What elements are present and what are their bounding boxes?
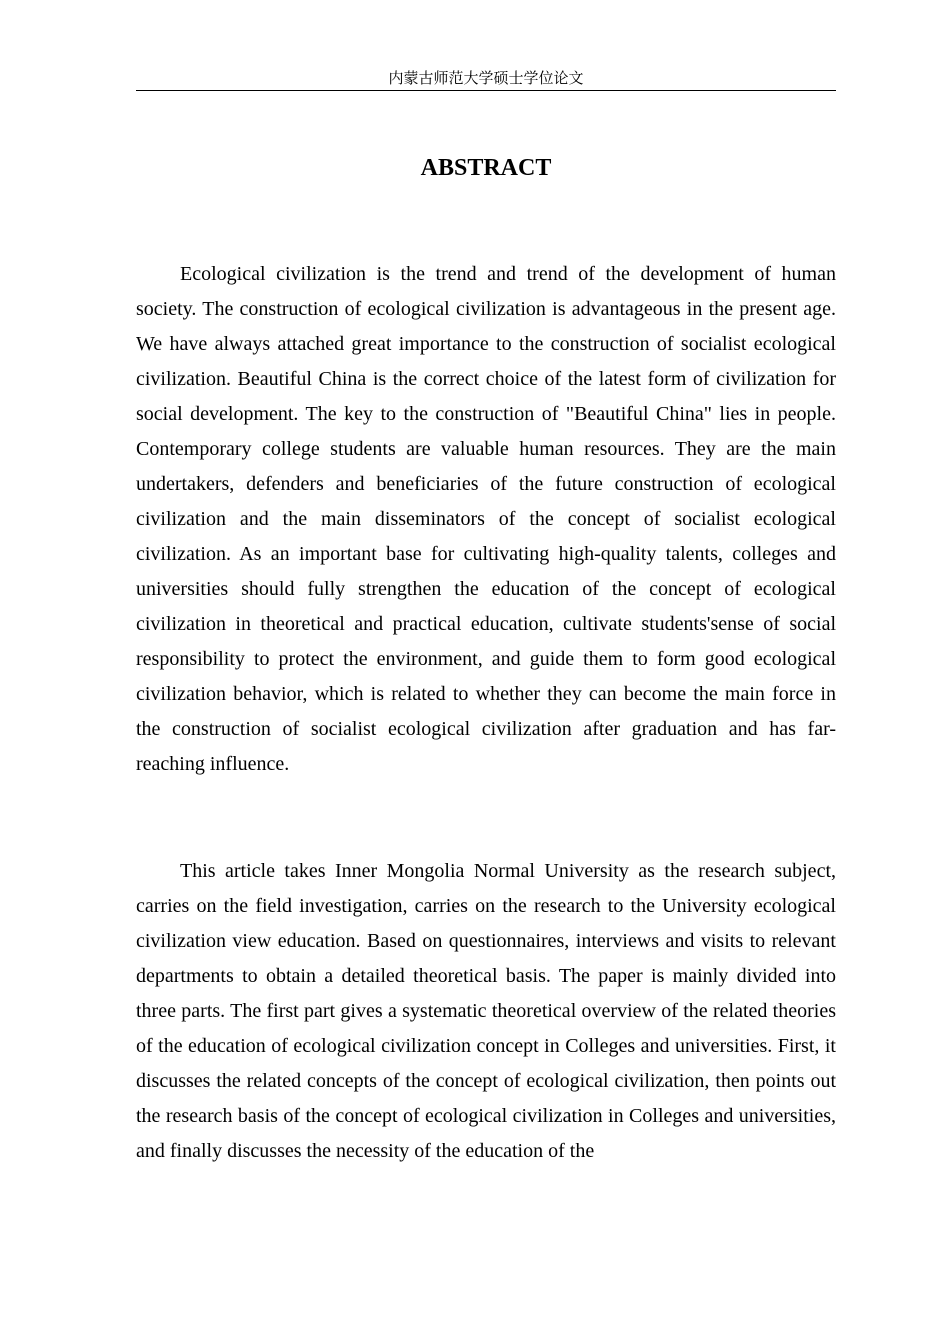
running-header: 内蒙古师范大学硕士学位论文 [136,68,836,91]
abstract-paragraph-1: Ecological civilization is the trend and trend of the development of human society. The construction of ecological civilization is advantageous in the present age. We have always attached great importance to the construction of socialist ecological civilization. Beautiful China is the correct choice of the latest form of civilization for social development. The key to the construction of "Beautiful China" lies in people. Contemporary college students are valuable human resources. They are the main undertakers, defenders and beneficiaries of the future construction of ecological civilization and the main disseminators of the concept of socialist ecological civilization. As an important base for cultivating high-quality talents, colleges and universities should fully strengthen the education of the concept of ecological civilization in theoretical and practical education, cultivate students'sense of social responsibility to protect the environment, and guide them to form good ecological civilization behavior, which is related to whether they can become the main force in the construction of socialist ecological civilization after graduation and has far-reaching influence. [136,263,836,775]
abstract-paragraph-2: This article takes Inner Mongolia Normal University as the research subject, carries on the field investigation, carries on the research to the University ecological civilization view education. Based on questionnaires, interviews and visits to relevant departments to obtain a detailed theoretical basis. The paper is mainly divided into three parts. The first part gives a systematic theoretical overview of the related theories of the education of ecological civilization concept in Colleges and universities. First, it discusses the related concepts of the concept of ecological civilization, then points out the research basis of the concept of ecological civilization in Colleges and universities, and finally discusses the necessity of the education of the [136,860,836,1162]
abstract-title: ABSTRACT [420,155,552,181]
